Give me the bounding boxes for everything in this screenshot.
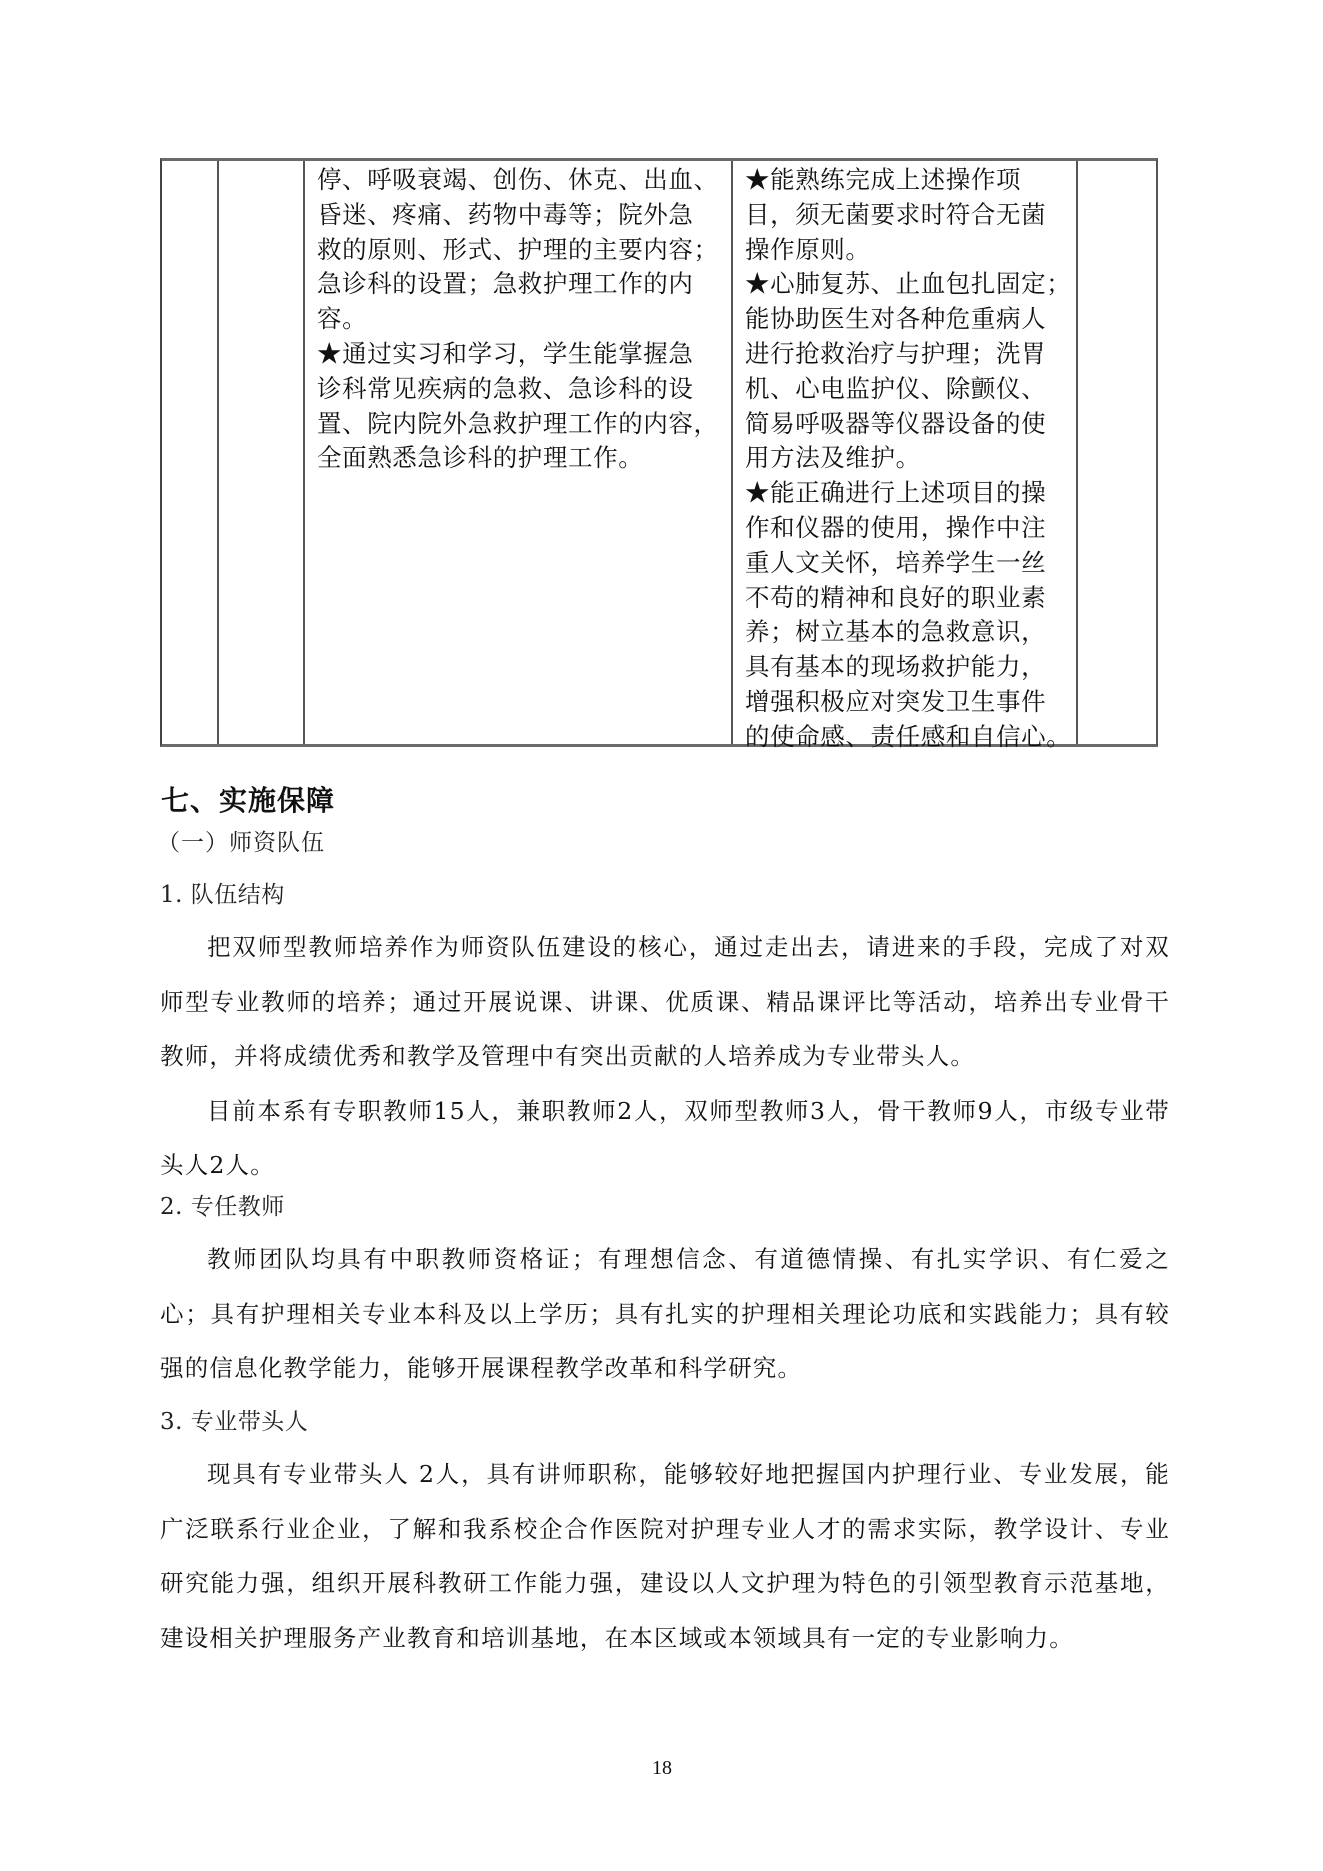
paragraph-full-time-teachers xyxy=(160,1232,1170,1396)
table-column-divider xyxy=(217,161,219,744)
paragraph: 现具有专业带头人 2人，具有讲师职称，能够较好地把握国内护理行业、专业发展，能广泛联系行业企业，了解和我系校企合作医院对护理专业人才的需求实际，教学设计、专业研究能力强，组织开展科教研工作能力强，建设以人文护理为特色的引领型教育示范基地，建设相关护理服务产业教育和培训基地，在本区域或本领域具有一定的专业影响力。 xyxy=(160,1460,1170,1652)
table-column-divider xyxy=(303,161,305,744)
paragraph-program-leader xyxy=(160,1447,1170,1665)
table-cell-line: 进行抢救治疗与护理；洗胃 xyxy=(745,338,1047,368)
paragraph: 目前本系有专职教师15人，兼职教师2人，双师型教师3人，骨干教师9人，市级专业带头人2人。 xyxy=(160,1096,1170,1179)
paragraph-team-structure xyxy=(160,920,1170,1193)
table-cell-line: 养；树立基本的急救意识， xyxy=(745,617,1047,647)
table-cell-line: 操作原则。 xyxy=(745,234,871,264)
item-heading-full-time-teachers: 2. 专任教师 xyxy=(160,1194,285,1220)
table-cell-line: 增强积极应对突发卫生事件 xyxy=(745,686,1047,716)
paragraph: 把双师型教师培养作为师资队伍建设的核心，通过走出去，请进来的手段，完成了对双师型专业教师的培养；通过开展说课、讲课、优质课、精品课评比等活动，培养出专业骨干教师，并将成绩优秀和教学及管理中有突出贡献的人培养成为专业带头人。 xyxy=(160,933,1170,1070)
item-heading-program-leader: 3. 专业带头人 xyxy=(160,1409,309,1435)
table-cell-skill-requirements xyxy=(745,163,1085,755)
table-cell-line: ★通过实习和学习，学生能掌握急 xyxy=(317,338,694,368)
table-cell-content-requirements xyxy=(317,163,732,476)
item-heading-team-structure: 1. 队伍结构 xyxy=(160,882,285,908)
table-cell-line: 停、呼吸衰竭、创伤、休克、出血、 xyxy=(317,165,719,194)
table-cell-line: 目，须无菌要求时符合无菌 xyxy=(745,199,1047,229)
table-cell-line: 诊科常见疾病的急救、急诊科的设 xyxy=(317,373,694,403)
table-cell-line: ★能熟练完成上述操作项 xyxy=(745,165,1022,194)
table-cell-line: ★能正确进行上述项目的操 xyxy=(745,478,1047,508)
table-cell-line: 重人文关怀，培养学生一丝 xyxy=(745,547,1047,577)
table-cell-line: 昏迷、疼痛、药物中毒等；院外急 xyxy=(317,199,694,229)
table-cell-line: 置、院内院外急救护理工作的内容， xyxy=(317,408,719,438)
table-cell-line: 作和仪器的使用，操作中注 xyxy=(745,512,1047,542)
table-cell-line: 机、心电监护仪、除颤仪、 xyxy=(745,373,1047,403)
table-cell-line: 用方法及维护。 xyxy=(745,443,921,473)
table-cell-line: 能协助医生对各种危重病人 xyxy=(745,304,1047,334)
paragraph: 教师团队均具有中职教师资格证；有理想信念、有道德情操、有扎实学识、有仁爱之心；具有护理相关专业本科及以上学历；具有扎实的护理相关理论功底和实践能力；具有较强的信息化教学能力，能够开展课程教学改革和科学研究。 xyxy=(160,1245,1170,1382)
table-cell-line: 容。 xyxy=(317,304,368,334)
table-cell-line: ★心肺复苏、止血包扎固定； xyxy=(745,269,1072,299)
table-cell-line: 的使命感、责任感和自信心。 xyxy=(745,721,1072,751)
table-cell-line: 救的原则、形式、护理的主要内容； xyxy=(317,234,719,264)
page-number: 18 xyxy=(652,1757,672,1779)
table-cell-line: 具有基本的现场救护能力， xyxy=(745,652,1047,682)
section-title: 七、实施保障 xyxy=(161,784,336,817)
subsection-title: （一）师资队伍 xyxy=(157,830,325,856)
table-cell-line: 急诊科的设置；急救护理工作的内 xyxy=(317,269,694,299)
curriculum-table xyxy=(160,158,1158,751)
table-cell-line: 全面熟悉急诊科的护理工作。 xyxy=(317,443,644,473)
table-cell-line: 不苟的精神和良好的职业素 xyxy=(745,582,1047,612)
table-cell-line: 简易呼吸器等仪器设备的使 xyxy=(745,408,1047,438)
